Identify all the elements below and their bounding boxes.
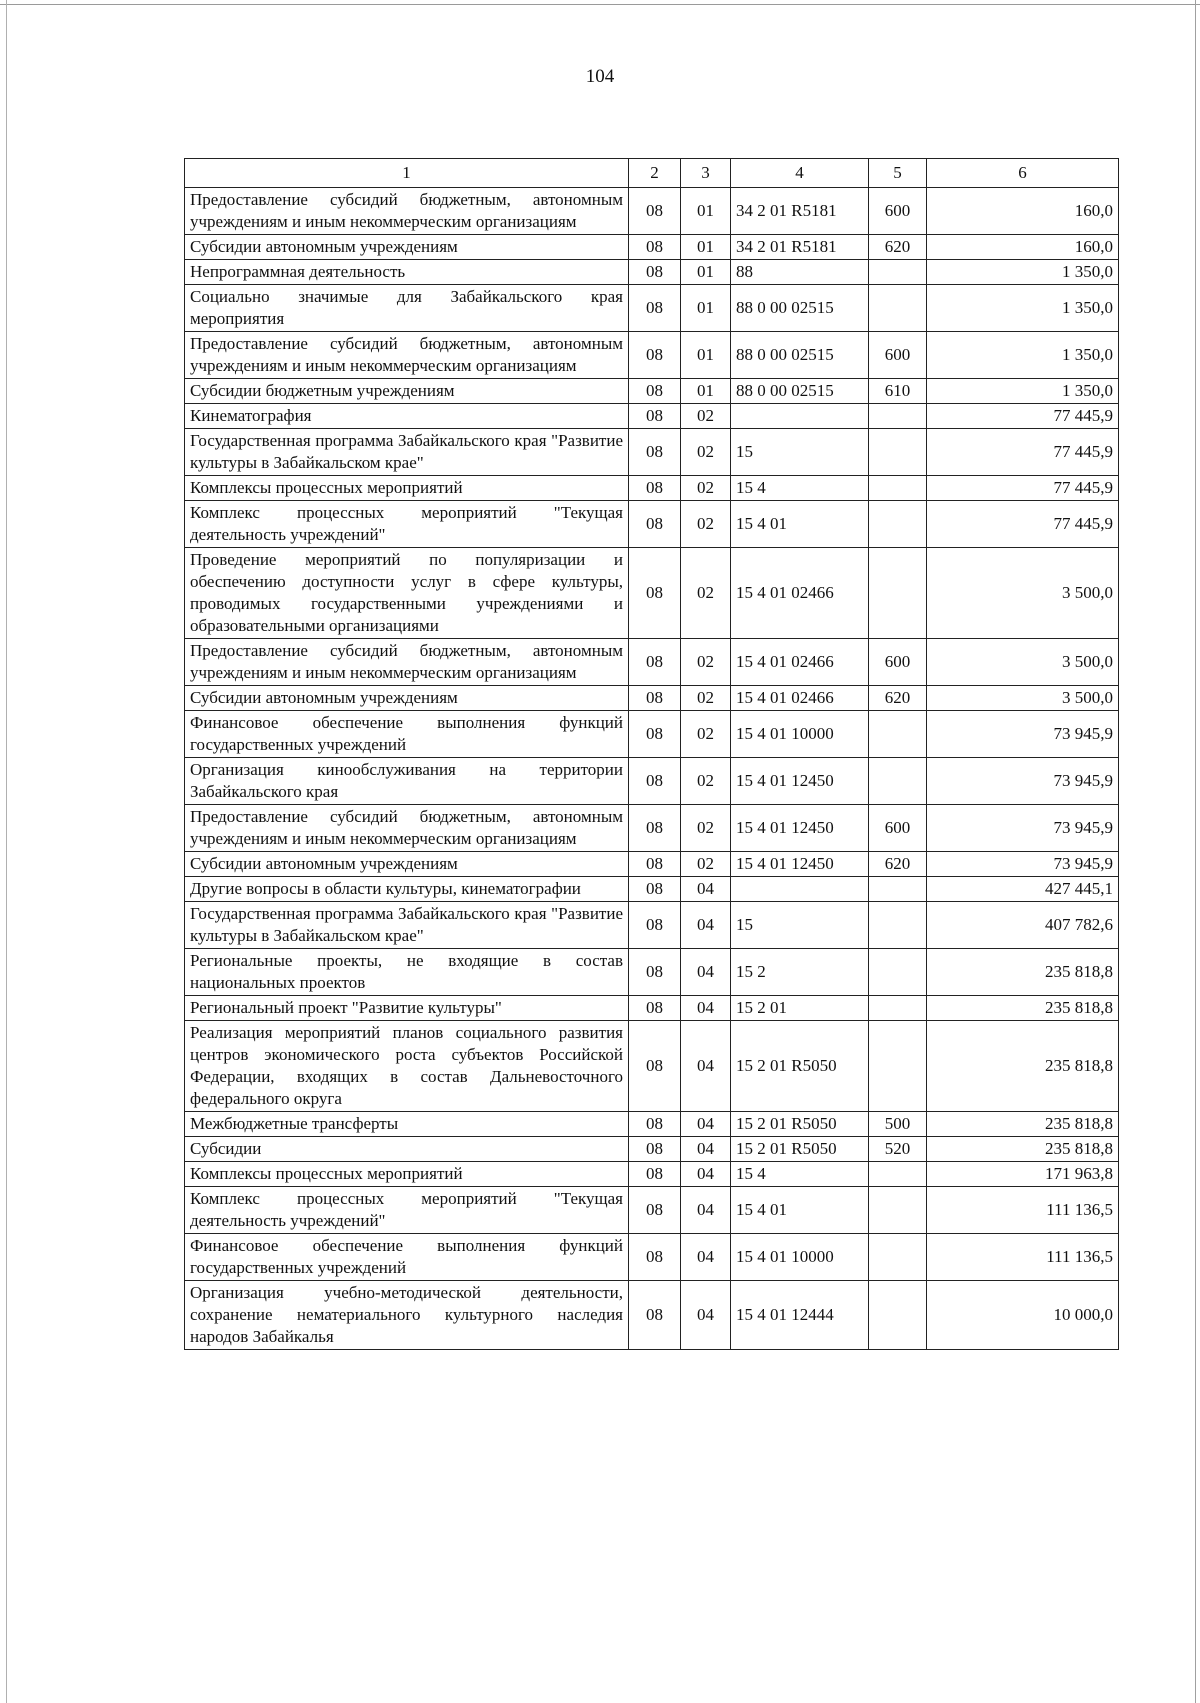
table-row	[185, 1281, 1119, 1350]
target-article-cell: 34 2 01 R5181	[731, 235, 869, 260]
expense-type-cell	[869, 548, 927, 639]
target-article-cell: 15 4 01 12450	[731, 852, 869, 877]
target-article-cell: 15 4 01 12444	[731, 1281, 869, 1350]
section-cell: 08	[629, 501, 681, 548]
subsection-cell: 02	[681, 548, 731, 639]
description-cell: Субсидии автономным учреждениям	[185, 852, 629, 877]
amount-cell: 1 350,0	[927, 285, 1119, 332]
table-row	[185, 379, 1119, 404]
description-cell: Комплекс процессных мероприятий "Текущая деятельность учреждений"	[185, 1187, 629, 1234]
table-row	[185, 285, 1119, 332]
target-article-cell: 88 0 00 02515	[731, 285, 869, 332]
subsection-cell: 04	[681, 1234, 731, 1281]
subsection-cell: 01	[681, 379, 731, 404]
target-article-cell: 15 4 01 10000	[731, 1234, 869, 1281]
amount-cell: 235 818,8	[927, 949, 1119, 996]
expense-type-cell	[869, 501, 927, 548]
table-header-row	[185, 159, 1119, 188]
description-cell: Региональный проект "Развитие культуры"	[185, 996, 629, 1021]
subsection-cell: 01	[681, 188, 731, 235]
section-cell: 08	[629, 235, 681, 260]
amount-cell: 171 963,8	[927, 1162, 1119, 1187]
section-cell: 08	[629, 902, 681, 949]
subsection-cell: 04	[681, 1281, 731, 1350]
table-row	[185, 639, 1119, 686]
target-article-cell: 15 2 01 R5050	[731, 1137, 869, 1162]
table-row	[185, 548, 1119, 639]
section-cell: 08	[629, 332, 681, 379]
description-cell: Комплекс процессных мероприятий "Текущая деятельность учреждений"	[185, 501, 629, 548]
description-cell: Предоставление субсидий бюджетным, автономным учреждениям и иным некоммерческим организациям	[185, 805, 629, 852]
section-cell: 08	[629, 476, 681, 501]
target-article-cell: 34 2 01 R5181	[731, 188, 869, 235]
target-article-cell: 15 2 01	[731, 996, 869, 1021]
section-cell: 08	[629, 1234, 681, 1281]
amount-cell: 3 500,0	[927, 548, 1119, 639]
subsection-cell: 04	[681, 996, 731, 1021]
amount-cell: 10 000,0	[927, 1281, 1119, 1350]
subsection-cell: 02	[681, 501, 731, 548]
description-cell: Проведение мероприятий по популяризации и обеспечению доступности услуг в сфере культуры, проводимых государственными учреждениями и образовательными организациями	[185, 548, 629, 639]
amount-cell: 160,0	[927, 235, 1119, 260]
table-row	[185, 996, 1119, 1021]
table-row	[185, 686, 1119, 711]
section-cell: 08	[629, 404, 681, 429]
amount-cell: 73 945,9	[927, 805, 1119, 852]
expense-type-cell	[869, 1162, 927, 1187]
target-article-cell: 15 4 01 10000	[731, 711, 869, 758]
description-cell: Субсидии	[185, 1137, 629, 1162]
target-article-cell: 15 4 01 02466	[731, 548, 869, 639]
amount-cell: 77 445,9	[927, 476, 1119, 501]
amount-cell: 3 500,0	[927, 686, 1119, 711]
section-cell: 08	[629, 429, 681, 476]
amount-cell: 160,0	[927, 188, 1119, 235]
expense-type-cell: 610	[869, 379, 927, 404]
subsection-cell: 02	[681, 852, 731, 877]
subsection-cell: 01	[681, 260, 731, 285]
section-cell: 08	[629, 996, 681, 1021]
amount-cell: 235 818,8	[927, 1137, 1119, 1162]
table-row	[185, 476, 1119, 501]
description-cell: Комплексы процессных мероприятий	[185, 1162, 629, 1187]
table-row	[185, 332, 1119, 379]
scan-edge-left	[6, 0, 7, 1703]
amount-cell: 111 136,5	[927, 1234, 1119, 1281]
expense-type-cell	[869, 285, 927, 332]
amount-cell: 77 445,9	[927, 501, 1119, 548]
target-article-cell: 15 4	[731, 476, 869, 501]
target-article-cell: 15 4 01 12450	[731, 805, 869, 852]
description-cell: Субсидии автономным учреждениям	[185, 235, 629, 260]
target-article-cell: 15	[731, 902, 869, 949]
expense-type-cell	[869, 996, 927, 1021]
description-cell: Предоставление субсидий бюджетным, автономным учреждениям и иным некоммерческим организациям	[185, 639, 629, 686]
table-row	[185, 877, 1119, 902]
budget-table	[184, 158, 1119, 1350]
target-article-cell: 88	[731, 260, 869, 285]
section-cell: 08	[629, 379, 681, 404]
subsection-cell: 04	[681, 1021, 731, 1112]
table-row	[185, 1021, 1119, 1112]
table-row	[185, 1137, 1119, 1162]
expense-type-cell	[869, 758, 927, 805]
table-body	[185, 188, 1119, 1350]
description-cell: Организация учебно-методической деятельности, сохранение нематериального культурного наследия народов Забайкалья	[185, 1281, 629, 1350]
target-article-cell: 15	[731, 429, 869, 476]
expense-type-cell	[869, 429, 927, 476]
target-article-cell: 15 2 01 R5050	[731, 1112, 869, 1137]
description-cell: Государственная программа Забайкальского края "Развитие культуры в Забайкальском крае"	[185, 902, 629, 949]
table-row	[185, 235, 1119, 260]
header-cell: 2	[629, 159, 681, 188]
description-cell: Межбюджетные трансферты	[185, 1112, 629, 1137]
amount-cell: 407 782,6	[927, 902, 1119, 949]
target-article-cell: 15 4 01 02466	[731, 686, 869, 711]
section-cell: 08	[629, 805, 681, 852]
expense-type-cell: 600	[869, 332, 927, 379]
subsection-cell: 04	[681, 1162, 731, 1187]
section-cell: 08	[629, 548, 681, 639]
section-cell: 08	[629, 1162, 681, 1187]
target-article-cell: 15 4 01	[731, 501, 869, 548]
section-cell: 08	[629, 1021, 681, 1112]
description-cell: Комплексы процессных мероприятий	[185, 476, 629, 501]
section-cell: 08	[629, 711, 681, 758]
subsection-cell: 02	[681, 686, 731, 711]
section-cell: 08	[629, 639, 681, 686]
table-row	[185, 949, 1119, 996]
description-cell: Субсидии автономным учреждениям	[185, 686, 629, 711]
section-cell: 08	[629, 852, 681, 877]
subsection-cell: 04	[681, 1137, 731, 1162]
description-cell: Финансовое обеспечение выполнения функций государственных учреждений	[185, 1234, 629, 1281]
expense-type-cell: 620	[869, 686, 927, 711]
scan-edge-right	[1195, 0, 1196, 1703]
table-row	[185, 1187, 1119, 1234]
amount-cell: 3 500,0	[927, 639, 1119, 686]
description-cell: Предоставление субсидий бюджетным, автономным учреждениям и иным некоммерческим организациям	[185, 332, 629, 379]
page-number: 104	[585, 66, 615, 87]
expense-type-cell: 600	[869, 639, 927, 686]
table-row	[185, 805, 1119, 852]
description-cell: Организация кинообслуживания на территории Забайкальского края	[185, 758, 629, 805]
subsection-cell: 01	[681, 332, 731, 379]
table-row	[185, 260, 1119, 285]
table-row	[185, 1112, 1119, 1137]
expense-type-cell: 500	[869, 1112, 927, 1137]
expense-type-cell	[869, 949, 927, 996]
target-article-cell: 15 4 01	[731, 1187, 869, 1234]
description-cell: Другие вопросы в области культуры, кинематографии	[185, 877, 629, 902]
section-cell: 08	[629, 188, 681, 235]
subsection-cell: 01	[681, 235, 731, 260]
section-cell: 08	[629, 1187, 681, 1234]
subsection-cell: 02	[681, 429, 731, 476]
expense-type-cell	[869, 1021, 927, 1112]
amount-cell: 235 818,8	[927, 1021, 1119, 1112]
section-cell: 08	[629, 1281, 681, 1350]
amount-cell: 73 945,9	[927, 758, 1119, 805]
amount-cell: 427 445,1	[927, 877, 1119, 902]
target-article-cell: 15 4 01 12450	[731, 758, 869, 805]
subsection-cell: 04	[681, 1187, 731, 1234]
amount-cell: 73 945,9	[927, 852, 1119, 877]
table-row	[185, 404, 1119, 429]
expense-type-cell	[869, 902, 927, 949]
section-cell: 08	[629, 949, 681, 996]
expense-type-cell: 620	[869, 852, 927, 877]
subsection-cell: 02	[681, 404, 731, 429]
amount-cell: 111 136,5	[927, 1187, 1119, 1234]
expense-type-cell: 620	[869, 235, 927, 260]
target-article-cell: 15 4 01 02466	[731, 639, 869, 686]
table-row	[185, 1234, 1119, 1281]
target-article-cell: 88 0 00 02515	[731, 379, 869, 404]
target-article-cell	[731, 877, 869, 902]
description-cell: Социально значимые для Забайкальского края мероприятия	[185, 285, 629, 332]
section-cell: 08	[629, 1137, 681, 1162]
table-row	[185, 501, 1119, 548]
subsection-cell: 01	[681, 285, 731, 332]
header-cell: 1	[185, 159, 629, 188]
expense-type-cell	[869, 1234, 927, 1281]
expense-type-cell	[869, 260, 927, 285]
expense-type-cell	[869, 877, 927, 902]
section-cell: 08	[629, 1112, 681, 1137]
expense-type-cell	[869, 1187, 927, 1234]
expense-type-cell	[869, 1281, 927, 1350]
subsection-cell: 04	[681, 877, 731, 902]
target-article-cell: 15 2 01 R5050	[731, 1021, 869, 1112]
expense-type-cell: 600	[869, 805, 927, 852]
table-row	[185, 902, 1119, 949]
table-row	[185, 188, 1119, 235]
description-cell: Субсидии бюджетным учреждениям	[185, 379, 629, 404]
amount-cell: 73 945,9	[927, 711, 1119, 758]
table-row	[185, 1162, 1119, 1187]
section-cell: 08	[629, 285, 681, 332]
header-cell: 5	[869, 159, 927, 188]
target-article-cell: 88 0 00 02515	[731, 332, 869, 379]
amount-cell: 1 350,0	[927, 260, 1119, 285]
expense-type-cell	[869, 476, 927, 501]
header-cell: 6	[927, 159, 1119, 188]
amount-cell: 1 350,0	[927, 332, 1119, 379]
section-cell: 08	[629, 260, 681, 285]
subsection-cell: 02	[681, 758, 731, 805]
amount-cell: 77 445,9	[927, 429, 1119, 476]
table-row	[185, 758, 1119, 805]
subsection-cell: 02	[681, 711, 731, 758]
amount-cell: 77 445,9	[927, 404, 1119, 429]
header-cell: 3	[681, 159, 731, 188]
description-cell: Региональные проекты, не входящие в состав национальных проектов	[185, 949, 629, 996]
amount-cell: 235 818,8	[927, 996, 1119, 1021]
table-row	[185, 852, 1119, 877]
amount-cell: 1 350,0	[927, 379, 1119, 404]
amount-cell: 235 818,8	[927, 1112, 1119, 1137]
table-row	[185, 711, 1119, 758]
subsection-cell: 04	[681, 902, 731, 949]
description-cell: Государственная программа Забайкальского края "Развитие культуры в Забайкальском крае"	[185, 429, 629, 476]
section-cell: 08	[629, 686, 681, 711]
description-cell: Предоставление субсидий бюджетным, автономным учреждениям и иным некоммерческим организациям	[185, 188, 629, 235]
table-row	[185, 429, 1119, 476]
target-article-cell: 15 2	[731, 949, 869, 996]
subsection-cell: 02	[681, 476, 731, 501]
expense-type-cell: 600	[869, 188, 927, 235]
target-article-cell: 15 4	[731, 1162, 869, 1187]
description-cell: Непрограммная деятельность	[185, 260, 629, 285]
description-cell: Реализация мероприятий планов социального развития центров экономического роста субъектов Российской Федерации, входящих в состав Дальневосточного федерального округа	[185, 1021, 629, 1112]
description-cell: Кинематография	[185, 404, 629, 429]
target-article-cell	[731, 404, 869, 429]
header-cell: 4	[731, 159, 869, 188]
subsection-cell: 02	[681, 805, 731, 852]
expense-type-cell	[869, 404, 927, 429]
section-cell: 08	[629, 758, 681, 805]
subsection-cell: 02	[681, 639, 731, 686]
expense-type-cell: 520	[869, 1137, 927, 1162]
expense-type-cell	[869, 711, 927, 758]
scan-edge-top	[0, 4, 1200, 5]
subsection-cell: 04	[681, 949, 731, 996]
subsection-cell: 04	[681, 1112, 731, 1137]
description-cell: Финансовое обеспечение выполнения функций государственных учреждений	[185, 711, 629, 758]
section-cell: 08	[629, 877, 681, 902]
